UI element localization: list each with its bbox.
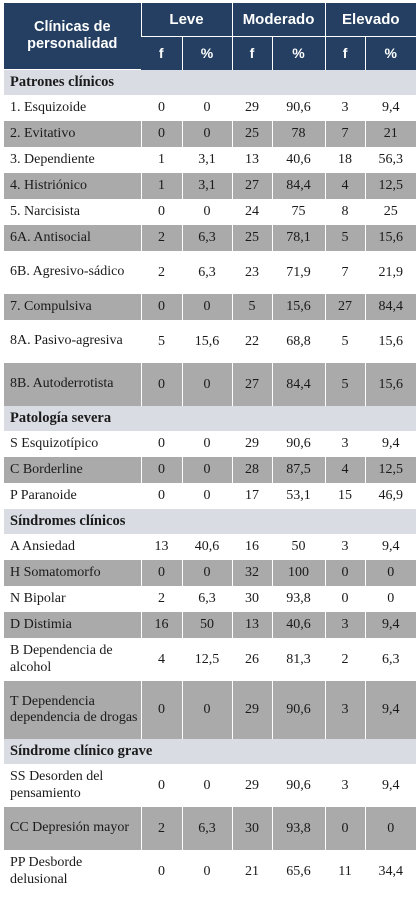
scale-name-cell: P Paranoide (4, 483, 141, 509)
elevado-f-cell: 7 (325, 121, 365, 147)
leve-pct-cell: 0 (182, 483, 232, 509)
scale-name-cell: C Borderline (4, 457, 141, 483)
table-row (4, 173, 416, 199)
moderado-pct-cell: 90,6 (272, 681, 325, 739)
leve-pct-cell: 0 (182, 95, 232, 121)
moderado-f-cell: 29 (232, 431, 272, 457)
moderado-pct-cell: 93,8 (272, 807, 325, 850)
table-body (4, 70, 416, 894)
elevado-pct-cell: 15,6 (365, 320, 416, 363)
header-subcol-pct: % (272, 37, 325, 70)
section-title: Patología severa (4, 406, 416, 431)
elevado-pct-cell: 9,4 (365, 681, 416, 739)
moderado-f-cell: 27 (232, 363, 272, 406)
scale-name-cell: 6B. Agresivo-sádico (4, 251, 141, 294)
leve-pct-cell: 0 (182, 121, 232, 147)
moderado-pct-cell: 84,4 (272, 363, 325, 406)
table-row (4, 147, 416, 173)
leve-pct-cell: 3,1 (182, 173, 232, 199)
elevado-pct-cell: 84,4 (365, 294, 416, 320)
leve-pct-cell: 0 (182, 294, 232, 320)
elevado-f-cell: 4 (325, 173, 365, 199)
moderado-f-cell: 29 (232, 681, 272, 739)
elevado-f-cell: 3 (325, 431, 365, 457)
scale-name-cell: D Distimia (4, 612, 141, 638)
scale-name-cell: CC Depresión mayor (4, 807, 141, 850)
leve-f-cell: 0 (141, 483, 182, 509)
leve-pct-cell: 0 (182, 764, 232, 807)
moderado-f-cell: 24 (232, 199, 272, 225)
moderado-pct-cell: 78,1 (272, 225, 325, 251)
scale-name-cell: 7. Compulsiva (4, 294, 141, 320)
leve-f-cell: 0 (141, 457, 182, 483)
elevado-pct-cell: 0 (365, 586, 416, 612)
table-header (4, 3, 416, 70)
elevado-f-cell: 11 (325, 850, 365, 893)
leve-pct-cell: 6,3 (182, 251, 232, 294)
leve-f-cell: 0 (141, 363, 182, 406)
leve-pct-cell: 0 (182, 681, 232, 739)
leve-f-cell: 0 (141, 431, 182, 457)
section-title: Síndrome clínico grave (4, 739, 416, 764)
elevado-pct-cell: 9,4 (365, 95, 416, 121)
scale-name-cell: N Bipolar (4, 586, 141, 612)
table-row (4, 612, 416, 638)
table-row (4, 95, 416, 121)
scale-name-cell: SS Desorden del pensamiento (4, 764, 141, 807)
leve-f-cell: 2 (141, 225, 182, 251)
leve-pct-cell: 6,3 (182, 807, 232, 850)
scale-name-cell: 3. Dependiente (4, 147, 141, 173)
header-group-leve: Leve (141, 3, 232, 37)
moderado-pct-cell: 90,6 (272, 431, 325, 457)
moderado-f-cell: 17 (232, 483, 272, 509)
moderado-f-cell: 27 (232, 173, 272, 199)
table-row (4, 320, 416, 363)
moderado-f-cell: 29 (232, 764, 272, 807)
moderado-f-cell: 30 (232, 586, 272, 612)
leve-f-cell: 1 (141, 173, 182, 199)
elevado-pct-cell: 0 (365, 807, 416, 850)
leve-f-cell: 0 (141, 95, 182, 121)
scale-name-cell: 8B. Autoderrotista (4, 363, 141, 406)
leve-f-cell: 0 (141, 850, 182, 893)
elevado-f-cell: 5 (325, 225, 365, 251)
elevado-f-cell: 3 (325, 534, 365, 560)
moderado-pct-cell: 84,4 (272, 173, 325, 199)
section-row (4, 739, 416, 764)
moderado-f-cell: 25 (232, 225, 272, 251)
scale-name-cell: 8A. Pasivo-agresiva (4, 320, 141, 363)
moderado-f-cell: 13 (232, 612, 272, 638)
elevado-pct-cell: 12,5 (365, 173, 416, 199)
scale-name-cell: T Dependencia dependencia de drogas (4, 681, 141, 739)
header-subcol-pct: % (365, 37, 416, 70)
leve-f-cell: 1 (141, 147, 182, 173)
leve-pct-cell: 0 (182, 560, 232, 586)
elevado-f-cell: 3 (325, 681, 365, 739)
elevado-pct-cell: 21 (365, 121, 416, 147)
moderado-pct-cell: 78 (272, 121, 325, 147)
moderado-pct-cell: 81,3 (272, 638, 325, 681)
table-row (4, 121, 416, 147)
elevado-pct-cell: 25 (365, 199, 416, 225)
leve-f-cell: 13 (141, 534, 182, 560)
moderado-pct-cell: 90,6 (272, 764, 325, 807)
elevado-pct-cell: 56,3 (365, 147, 416, 173)
moderado-f-cell: 13 (232, 147, 272, 173)
section-title: Patrones clínicos (4, 70, 416, 96)
table-row (4, 681, 416, 739)
header-subcol-pct: % (182, 37, 232, 70)
scale-name-cell: 6A. Antisocial (4, 225, 141, 251)
moderado-pct-cell: 75 (272, 199, 325, 225)
leve-pct-cell: 0 (182, 363, 232, 406)
moderado-f-cell: 26 (232, 638, 272, 681)
table-row (4, 431, 416, 457)
scale-name-cell: B Dependencia de alcohol (4, 638, 141, 681)
moderado-f-cell: 21 (232, 850, 272, 893)
leve-f-cell: 4 (141, 638, 182, 681)
scale-name-cell: 2. Evitativo (4, 121, 141, 147)
header-corner-label: Clínicas de personalidad (4, 3, 141, 70)
moderado-f-cell: 29 (232, 95, 272, 121)
moderado-pct-cell: 50 (272, 534, 325, 560)
scale-name-cell: PP Desborde delusional (4, 850, 141, 893)
elevado-f-cell: 3 (325, 95, 365, 121)
scale-name-cell: S Esquizotípico (4, 431, 141, 457)
leve-pct-cell: 12,5 (182, 638, 232, 681)
moderado-pct-cell: 65,6 (272, 850, 325, 893)
table-row (4, 483, 416, 509)
elevado-pct-cell: 12,5 (365, 457, 416, 483)
leve-pct-cell: 0 (182, 431, 232, 457)
elevado-f-cell: 3 (325, 612, 365, 638)
moderado-pct-cell: 87,5 (272, 457, 325, 483)
table-row (4, 294, 416, 320)
moderado-pct-cell: 40,6 (272, 612, 325, 638)
scale-name-cell: 5. Narcisista (4, 199, 141, 225)
leve-f-cell: 0 (141, 764, 182, 807)
leve-pct-cell: 0 (182, 457, 232, 483)
moderado-f-cell: 16 (232, 534, 272, 560)
elevado-f-cell: 7 (325, 251, 365, 294)
elevado-f-cell: 0 (325, 586, 365, 612)
header-group-elevado: Elevado (325, 3, 416, 37)
elevado-pct-cell: 0 (365, 560, 416, 586)
table-row (4, 638, 416, 681)
elevado-pct-cell: 15,6 (365, 225, 416, 251)
moderado-f-cell: 30 (232, 807, 272, 850)
elevado-f-cell: 2 (325, 638, 365, 681)
table-row (4, 251, 416, 294)
section-row (4, 70, 416, 96)
elevado-pct-cell: 6,3 (365, 638, 416, 681)
header-group-moderado: Moderado (232, 3, 325, 37)
elevado-pct-cell: 9,4 (365, 764, 416, 807)
elevado-f-cell: 0 (325, 560, 365, 586)
leve-f-cell: 2 (141, 586, 182, 612)
leve-pct-cell: 50 (182, 612, 232, 638)
table-row (4, 764, 416, 807)
elevado-f-cell: 27 (325, 294, 365, 320)
moderado-f-cell: 22 (232, 320, 272, 363)
elevado-pct-cell: 9,4 (365, 612, 416, 638)
moderado-f-cell: 5 (232, 294, 272, 320)
section-title: Síndromes clínicos (4, 509, 416, 534)
leve-f-cell: 0 (141, 121, 182, 147)
leve-f-cell: 2 (141, 807, 182, 850)
scale-name-cell: H Somatomorfo (4, 560, 141, 586)
elevado-pct-cell: 9,4 (365, 431, 416, 457)
elevado-pct-cell: 9,4 (365, 534, 416, 560)
moderado-pct-cell: 68,8 (272, 320, 325, 363)
moderado-f-cell: 23 (232, 251, 272, 294)
moderado-pct-cell: 90,6 (272, 95, 325, 121)
elevado-f-cell: 0 (325, 807, 365, 850)
leve-f-cell: 0 (141, 199, 182, 225)
table-row (4, 363, 416, 406)
elevado-f-cell: 5 (325, 363, 365, 406)
elevado-f-cell: 8 (325, 199, 365, 225)
elevado-f-cell: 4 (325, 457, 365, 483)
table-row (4, 457, 416, 483)
elevado-f-cell: 5 (325, 320, 365, 363)
moderado-pct-cell: 100 (272, 560, 325, 586)
leve-pct-cell: 0 (182, 199, 232, 225)
table-row (4, 534, 416, 560)
moderado-f-cell: 25 (232, 121, 272, 147)
leve-f-cell: 0 (141, 560, 182, 586)
leve-pct-cell: 6,3 (182, 586, 232, 612)
elevado-f-cell: 3 (325, 764, 365, 807)
table-row (4, 586, 416, 612)
moderado-f-cell: 28 (232, 457, 272, 483)
header-subcol-f: f (232, 37, 272, 70)
table-row (4, 199, 416, 225)
elevado-f-cell: 15 (325, 483, 365, 509)
leve-f-cell: 5 (141, 320, 182, 363)
leve-f-cell: 0 (141, 294, 182, 320)
moderado-pct-cell: 15,6 (272, 294, 325, 320)
scale-name-cell: 4. Histriónico (4, 173, 141, 199)
section-row (4, 406, 416, 431)
scale-name-cell: A Ansiedad (4, 534, 141, 560)
leve-f-cell: 0 (141, 681, 182, 739)
moderado-pct-cell: 71,9 (272, 251, 325, 294)
personality-scales-table (4, 3, 416, 893)
leve-pct-cell: 0 (182, 850, 232, 893)
leve-pct-cell: 3,1 (182, 147, 232, 173)
table-row (4, 560, 416, 586)
elevado-pct-cell: 21,9 (365, 251, 416, 294)
table-row (4, 850, 416, 893)
elevado-f-cell: 18 (325, 147, 365, 173)
moderado-pct-cell: 40,6 (272, 147, 325, 173)
leve-f-cell: 16 (141, 612, 182, 638)
moderado-f-cell: 32 (232, 560, 272, 586)
leve-pct-cell: 6,3 (182, 225, 232, 251)
scale-name-cell: 1. Esquizoide (4, 95, 141, 121)
header-subcol-f: f (141, 37, 182, 70)
elevado-pct-cell: 34,4 (365, 850, 416, 893)
header-subcol-f: f (325, 37, 365, 70)
elevado-pct-cell: 46,9 (365, 483, 416, 509)
leve-f-cell: 2 (141, 251, 182, 294)
moderado-pct-cell: 53,1 (272, 483, 325, 509)
elevado-pct-cell: 15,6 (365, 363, 416, 406)
leve-pct-cell: 40,6 (182, 534, 232, 560)
table-row (4, 807, 416, 850)
section-row (4, 509, 416, 534)
leve-pct-cell: 15,6 (182, 320, 232, 363)
table-row (4, 225, 416, 251)
moderado-pct-cell: 93,8 (272, 586, 325, 612)
